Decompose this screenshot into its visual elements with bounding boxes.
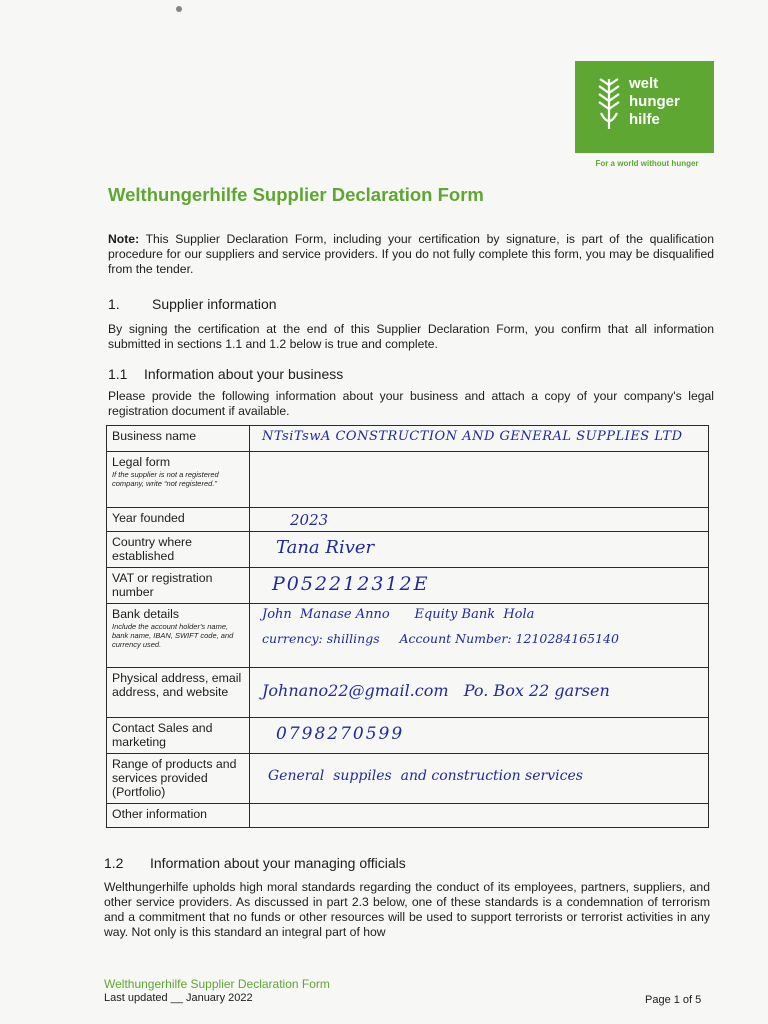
handwritten-value: Johnano22@gmail.com Po. Box 22 garsen xyxy=(262,681,610,700)
logo-tagline: For a world without hunger xyxy=(595,159,699,168)
field-label: Legal form If the supplier is not a registered company, write “not registered.” xyxy=(107,452,250,508)
other-information-field[interactable] xyxy=(250,804,709,828)
field-label: Business name xyxy=(107,426,250,452)
logo-text: welt hunger hilfe xyxy=(629,75,680,128)
table-row xyxy=(107,508,709,532)
table-row xyxy=(107,532,709,568)
welthungerhilfe-logo xyxy=(575,61,714,153)
section-1-1-heading: 1.1 Information about your business xyxy=(108,366,344,382)
handwritten-value: currency: shillings Account Number: 1210284165140 xyxy=(262,631,619,646)
portfolio-field[interactable] xyxy=(250,754,709,804)
note-label: Note: xyxy=(108,232,140,246)
vat-number-field[interactable] xyxy=(250,568,709,604)
section-1-1-text: Please provide the following information about your business and attach a copy of your company's legal registration document if available. xyxy=(108,389,714,418)
table-row xyxy=(107,426,709,452)
field-hint: Include the account holder's name, bank name, IBAN, SWIFT code, and currency used. xyxy=(112,622,234,649)
table-row xyxy=(107,452,709,508)
contact-field[interactable] xyxy=(250,718,709,754)
section-1-text: By signing the certification at the end of this Supplier Declaration Form, you confirm that all information submitted in sections 1.1 and 1.2 below is true and complete. xyxy=(108,322,714,351)
note-text: This Supplier Declaration Form, including your certification by signature, is part of the qualification procedure for our suppliers and service providers. If you do not fully complete this form, you may be disqualified from the tender. xyxy=(108,232,714,276)
field-label: Country where established xyxy=(107,532,250,568)
handwritten-value: NTsiTswA CONSTRUCTION AND GENERAL SUPPLIES LTD xyxy=(262,429,683,444)
table-row xyxy=(107,568,709,604)
handwritten-value: General suppiles and construction services xyxy=(268,768,583,784)
footer-title: Welthungerhilfe Supplier Declaration Form xyxy=(104,977,330,991)
page-title: Welthungerhilfe Supplier Declaration Form xyxy=(108,184,484,205)
handwritten-value: 2023 xyxy=(290,511,329,529)
scan-smudge xyxy=(176,6,182,12)
year-founded-field[interactable] xyxy=(250,508,709,532)
handwritten-value: 0798270599 xyxy=(276,724,405,744)
table-row xyxy=(107,754,709,804)
field-label: VAT or registration number xyxy=(107,568,250,604)
address-field[interactable] xyxy=(250,668,709,718)
section-1-2-heading: 1.2 Information about your managing officials xyxy=(104,855,406,871)
table-row xyxy=(107,718,709,754)
field-label: Range of products and services provided (Portfolio) xyxy=(107,754,250,804)
bank-details-field[interactable] xyxy=(250,604,709,668)
field-label: Year founded xyxy=(107,508,250,532)
table-row xyxy=(107,804,709,828)
handwritten-value: P052212312E xyxy=(272,573,430,595)
field-label: Physical address, email address, and website xyxy=(107,668,250,718)
field-label: Other information xyxy=(107,804,250,828)
footer-last-updated: Last updated __ January 2022 xyxy=(104,992,253,1004)
business-name-field[interactable] xyxy=(250,426,709,452)
wheat-emblem-icon xyxy=(595,75,623,131)
table-row xyxy=(107,604,709,668)
field-label: Bank details Include the account holder's name, bank name, IBAN, SWIFT code, and currency used. xyxy=(107,604,250,668)
handwritten-value: John Manase Anno Equity Bank Hola xyxy=(262,607,535,622)
field-hint: If the supplier is not a registered company, write “not registered.” xyxy=(112,470,219,488)
section-1-heading: 1. Supplier information xyxy=(108,296,277,312)
field-label: Contact Sales and marketing xyxy=(107,718,250,754)
table-row xyxy=(107,668,709,718)
country-field[interactable] xyxy=(250,532,709,568)
page-number: Page 1 of 5 xyxy=(645,994,702,1006)
note-paragraph xyxy=(108,232,714,277)
business-info-table xyxy=(106,425,709,828)
handwritten-value: Tana River xyxy=(276,537,375,558)
legal-form-field[interactable] xyxy=(250,452,709,508)
section-1-2-text: Welthungerhilfe upholds high moral standards regarding the conduct of its employees, partners, suppliers, and other service providers. As discussed in part 2.3 below, one of these standards is a condemnation of terrorism and a commitment that no funds or other resources will be used to support terrorists or terrorist activities in any way. Not only is this standard an integral part of how xyxy=(104,880,710,939)
